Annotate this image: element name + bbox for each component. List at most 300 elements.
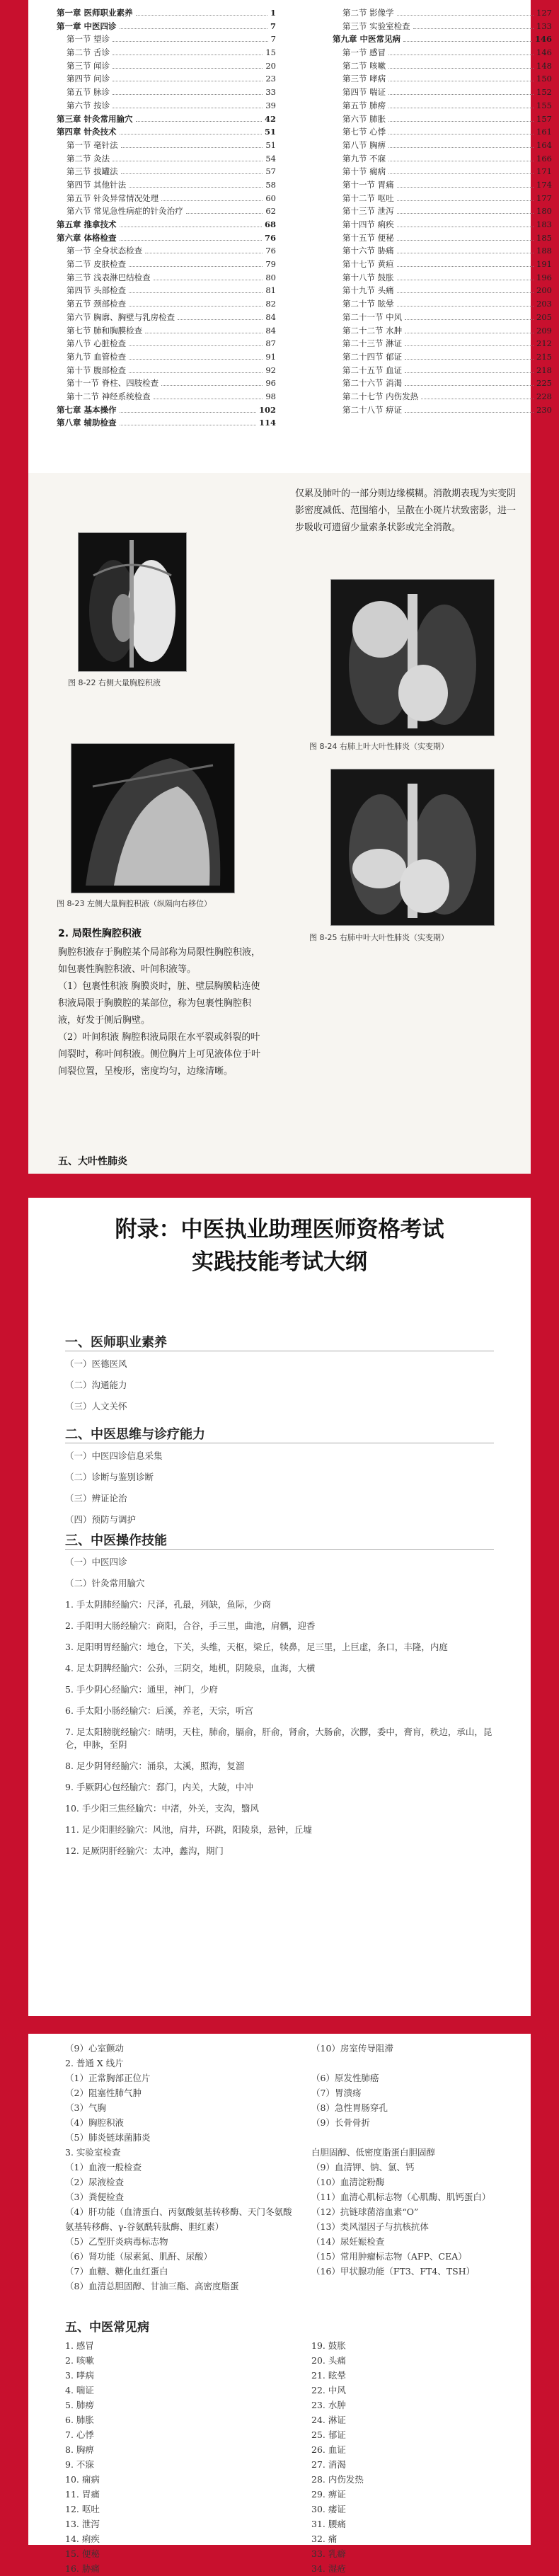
toc-leader-dots <box>136 15 267 16</box>
list-item: 19. 鼓胀 <box>311 2340 346 2351</box>
section-divider <box>65 1549 494 1550</box>
outline-item: 12. 足厥阴肝经腧穴：太冲，蠡沟，期门 <box>65 1845 224 1856</box>
toc-entry-label: 第四节 头部检查 <box>67 285 127 296</box>
list-item: 22. 中风 <box>311 2385 346 2395</box>
toc-entry-label: 第一节 毫针法 <box>67 139 118 150</box>
toc-leader-dots <box>121 147 263 148</box>
toc-entry-page: 177 <box>536 193 552 203</box>
toc-entry <box>57 166 276 179</box>
list-item: （6）原发性肺癌 <box>311 2073 379 2083</box>
toc-entry-label: 第一节 全身状态检查 <box>67 246 143 256</box>
outline-item: （一）中医四诊信息采集 <box>65 1450 163 1461</box>
list-item: 33. 乳癖 <box>311 2548 346 2559</box>
toc-entry-page: 96 <box>265 378 276 389</box>
toc-leader-dots <box>405 345 534 346</box>
toc-leader-dots <box>405 412 534 413</box>
toc-entry-label: 第三节 实验室检查 <box>342 21 410 31</box>
toc-entry-page: 191 <box>536 259 552 270</box>
toc-entry <box>333 232 552 246</box>
toc-entry <box>57 179 276 193</box>
toc-entry-page: 54 <box>265 153 276 164</box>
toc-entry <box>333 193 552 206</box>
toc-entry-label: 第四节 其他针法 <box>67 179 127 190</box>
toc-entry-label: 第二节 舌诊 <box>67 47 110 58</box>
toc-leader-dots <box>405 372 534 373</box>
toc-entry-label: 第二节 影像学 <box>342 8 394 18</box>
toc-entry-label: 第七节 心悸 <box>342 127 386 137</box>
toc-entry <box>57 325 276 338</box>
toc-leader-dots <box>397 240 534 241</box>
list-item: 2. 普通 X 线片 <box>65 2058 124 2068</box>
list-item: 3. 实验室检查 <box>65 2147 121 2158</box>
xray-image-pleural-effusion <box>78 532 187 672</box>
paragraph <box>58 944 263 1080</box>
toc-entry <box>333 47 552 60</box>
toc-entry-page: 7 <box>270 21 276 31</box>
toc-entry-page: 183 <box>536 219 552 229</box>
toc-leader-dots <box>405 385 534 386</box>
toc-entry-page: 92 <box>265 365 276 375</box>
toc-entry <box>333 311 552 325</box>
toc-entry-page: 157 <box>536 113 552 124</box>
toc-entry <box>57 219 276 232</box>
toc-entry-label: 第三节 拔罐法 <box>67 166 118 177</box>
toc-entry-page: 164 <box>536 139 552 150</box>
toc-entry-page: 218 <box>536 365 552 375</box>
list-item: 28. 内伤发热 <box>311 2474 364 2485</box>
toc-entry <box>333 100 552 113</box>
outline-item: 8. 足少阴肾经腧穴：涌泉，太溪，照海，复溜 <box>65 1761 245 1771</box>
list-column-left <box>65 2041 299 2294</box>
toc-entry <box>333 21 552 34</box>
toc-entry-page: 33 <box>265 87 276 98</box>
outline-item: （二）沟通能力 <box>65 1380 127 1390</box>
list-item: 白胆固醇、低密度脂蛋白胆固醇 <box>311 2147 436 2158</box>
section-title: 一、医师职业素养 <box>65 1335 167 1350</box>
toc-entry-label: 第九节 血管检查 <box>67 351 127 362</box>
list-item: （3）气胸 <box>65 2102 106 2113</box>
list-item: （2）尿液检查 <box>65 2177 124 2187</box>
toc-entry-page: 188 <box>536 246 552 256</box>
toc-leader-dots <box>113 68 263 69</box>
toc-entry <box>57 193 276 206</box>
toc-leader-dots <box>397 306 534 307</box>
toc-entry-label: 第十三节 泄泻 <box>342 206 394 217</box>
toc-entry <box>57 153 276 166</box>
paragraph-line: 胸腔积液存于胸腔某个局部称为局限性胸腔积液，如包裹性胸腔积液、叶间积液等。 <box>58 947 261 975</box>
toc-entry-page: 205 <box>536 311 552 322</box>
toc-entry-label: 第八节 心脏检查 <box>67 338 127 349</box>
list-item: （16）甲状腺功能（FT3、FT4、TSH） <box>311 2266 476 2277</box>
list-item: 29. 痹证 <box>311 2489 346 2500</box>
toc-entry <box>57 258 276 272</box>
toc-leader-dots <box>405 319 534 320</box>
toc-entry <box>57 47 276 60</box>
toc-entry <box>333 298 552 311</box>
toc-leader-dots <box>388 173 534 174</box>
disease-list-left <box>65 2338 277 2576</box>
toc-leader-dots <box>397 266 534 267</box>
toc-entry <box>333 219 552 232</box>
list-item: 5. 肺痨 <box>65 2400 94 2410</box>
section-heading: 2. 局限性胸腔积液 <box>58 928 142 939</box>
toc-leader-dots <box>388 68 534 69</box>
toc-entry-label: 第二十一节 中风 <box>342 311 403 322</box>
toc-leader-dots <box>161 385 263 386</box>
list-item: 10. 痫病 <box>65 2474 100 2485</box>
toc-entry-page: 166 <box>536 153 552 164</box>
toc-leader-dots <box>129 306 263 307</box>
list-item: 4. 喘证 <box>65 2385 94 2395</box>
toc-entry-label: 第六章 体格检查 <box>57 232 117 243</box>
toc-leader-dots <box>403 41 532 42</box>
paragraph-line: （2）叶间积液 胸腔积液局限在水平裂或斜裂的叶间裂时，称叶间积液。侧位胸片上可见液体位于叶间裂位置，呈梭形，密度均匀，边缘清晰。 <box>58 1032 261 1077</box>
list-item: 23. 水肿 <box>311 2400 346 2410</box>
toc-entry-label: 第二十八节 痹证 <box>342 404 403 415</box>
toc-entry-page: 133 <box>536 21 552 31</box>
toc-entry <box>333 325 552 338</box>
toc-entry <box>57 365 276 378</box>
toc-entry <box>333 377 552 391</box>
toc-entry-page: 230 <box>536 404 552 415</box>
toc-entry-label: 第十一节 脊柱、四肢检查 <box>67 378 159 389</box>
toc-entry <box>333 272 552 285</box>
list-item: （12）抗链球菌溶血素“O” <box>311 2206 419 2217</box>
outline-item: （二）诊断与鉴别诊断 <box>65 1472 154 1482</box>
toc-entry-page: 58 <box>265 179 276 190</box>
list-item <box>311 2056 524 2071</box>
toc-leader-dots <box>388 121 534 122</box>
toc-column-right <box>333 7 552 417</box>
list-item: 6. 肺胀 <box>65 2415 94 2425</box>
toc-entry-label: 第八章 辅助检查 <box>57 418 117 428</box>
toc-entry-label: 第二十节 眩晕 <box>342 299 394 309</box>
toc-entry-page: 161 <box>536 127 552 137</box>
list-item: （9）血清钾、钠、氯、钙 <box>311 2162 415 2173</box>
toc-entry-label: 第十节 腹部检查 <box>67 365 127 375</box>
xray-figure <box>71 744 234 893</box>
toc-entry-label: 第五节 颈部检查 <box>67 299 127 309</box>
list-item: 16. 胁痛 <box>65 2563 100 2574</box>
toc-entry <box>57 232 276 246</box>
toc-leader-dots <box>113 41 268 42</box>
toc-entry <box>57 311 276 325</box>
toc-entry-label: 第十五节 便秘 <box>342 232 394 243</box>
list-item: 32. 痛 <box>311 2534 338 2544</box>
outline-item: 9. 手厥阴心包经腧穴：郄门，内关，大陵，中冲 <box>65 1782 253 1792</box>
toc-entry <box>57 285 276 298</box>
list-item: （10）血清淀粉酶 <box>311 2177 385 2187</box>
toc-entry <box>57 245 276 258</box>
toc-entry-label: 第二十四节 郁证 <box>342 351 403 362</box>
toc-entry <box>57 417 276 430</box>
list-item: 15. 便秘 <box>65 2548 100 2559</box>
list-item: 26. 血证 <box>311 2444 346 2455</box>
toc-entry-page: 146 <box>536 47 552 58</box>
toc-entry-label: 第五章 推拿技术 <box>57 219 117 229</box>
toc-entry-label: 第十六节 胁痛 <box>342 246 394 256</box>
toc-leader-dots <box>113 94 263 95</box>
toc-entry <box>333 113 552 127</box>
toc-entry-page: 91 <box>265 351 276 362</box>
toc-entry-page: 127 <box>536 8 552 18</box>
section-title: 三、中医操作技能 <box>65 1533 167 1548</box>
toc-entry <box>57 404 276 418</box>
toc-entry <box>333 60 552 74</box>
list-item: （2）阻塞性肺气肿 <box>65 2088 142 2098</box>
toc-entry-label: 第六节 肺胀 <box>342 113 386 124</box>
toc-entry-label: 第二十三节 淋证 <box>342 338 403 349</box>
toc-entry <box>333 179 552 193</box>
outline-item: 7. 足太阳膀胱经腧穴：睛明，天柱，肺俞，膈俞，肝俞，肾俞，大肠俞，次髎，委中，膏肓，秩边，承山，昆仑，申脉，至阴 <box>65 1727 492 1750</box>
list-item: 25. 郁证 <box>311 2429 346 2440</box>
toc-entry <box>333 285 552 298</box>
toc-entry-page: 15 <box>265 47 276 58</box>
toc-entry-label: 第六节 胸廓、胸壁与乳房检查 <box>67 311 175 322</box>
toc-entry <box>333 391 552 404</box>
toc-entry-page: 68 <box>264 219 276 229</box>
toc-entry-page: 148 <box>536 60 552 71</box>
toc-entry-page: 185 <box>536 232 552 243</box>
toc-entry-page: 171 <box>536 166 552 177</box>
toc-entry-page: 180 <box>536 206 552 217</box>
toc-entry-page: 152 <box>536 87 552 98</box>
toc-leader-dots <box>397 187 534 188</box>
toc-leader-dots <box>388 94 534 95</box>
outline-continued-page <box>28 2034 531 2574</box>
outline-item: 6. 手太阳小肠经腧穴：后溪，养老，天宗，听宫 <box>65 1705 253 1716</box>
toc-entry <box>333 33 552 47</box>
toc-entry <box>333 139 552 153</box>
list-item: （5）乙型肝炎病毒标志物 <box>65 2236 168 2247</box>
toc-entry <box>57 338 276 351</box>
toc-entry <box>333 258 552 272</box>
toc-page <box>28 0 552 539</box>
toc-entry-label: 第五节 肺痨 <box>342 100 386 110</box>
toc-entry-page: 79 <box>265 259 276 270</box>
list-item: 7. 心悸 <box>65 2429 94 2440</box>
toc-entry-label: 第三节 浅表淋巴结检查 <box>67 272 151 282</box>
toc-column-left <box>57 7 276 430</box>
toc-entry-label: 第四节 喘证 <box>342 87 386 98</box>
toc-leader-dots <box>120 28 267 29</box>
list-item: 13. 泄泻 <box>65 2519 100 2529</box>
book-spread <box>28 473 531 1174</box>
outline-item: （三）人文关怀 <box>65 1401 127 1412</box>
toc-leader-dots <box>405 359 534 360</box>
toc-leader-dots <box>397 15 534 16</box>
toc-entry-page: 80 <box>265 272 276 282</box>
toc-entry-label: 第十二节 神经系统检查 <box>67 391 151 401</box>
outline-item: 5. 手少阴心经腧穴：通里，神门，少府 <box>65 1684 218 1695</box>
xray-image-middle-lobe <box>330 769 495 926</box>
toc-entry-page: 114 <box>258 418 276 428</box>
list-item: 12. 呕吐 <box>65 2504 100 2514</box>
outline-item: 1. 手太阴肺经腧穴：尺泽，孔最，列缺，鱼际，少商 <box>65 1599 271 1610</box>
toc-entry-label: 第十九节 头痛 <box>342 285 394 296</box>
toc-entry-label: 第十七节 黄疸 <box>342 259 394 270</box>
list-item: 11. 胃痛 <box>65 2489 100 2500</box>
toc-entry <box>57 126 276 139</box>
toc-entry <box>333 245 552 258</box>
toc-entry-label: 第六节 常见急性病症的针灸治疗 <box>67 206 183 217</box>
list-item: （7）胃溃疡 <box>311 2088 362 2098</box>
list-item: （8）血清总胆固醇、甘油三酯、高密度脂蛋 <box>65 2281 239 2291</box>
list-item: 9. 不寐 <box>65 2459 94 2470</box>
toc-entry <box>333 166 552 179</box>
outline-item: （一）医德医风 <box>65 1358 127 1369</box>
section-heading: 五、大叶性肺炎 <box>58 1156 127 1167</box>
toc-entry-page: 51 <box>264 127 276 137</box>
toc-leader-dots <box>397 292 534 293</box>
outline-item: （三）辨证论治 <box>65 1493 127 1504</box>
list-item: （1）正常胸部正位片 <box>65 2073 151 2083</box>
xray-figure <box>79 533 186 671</box>
toc-entry-label: 第八节 胸痹 <box>342 139 386 150</box>
list-item: （11）血清心肌标志物（心肌酶、肌钙蛋白） <box>311 2192 491 2202</box>
toc-leader-dots <box>136 121 262 122</box>
figure-caption: 图 8-25 右肺中叶大叶性肺炎（实变期） <box>309 933 449 942</box>
toc-entry-label: 第一节 望诊 <box>67 34 110 45</box>
toc-entry-page: 200 <box>536 285 552 296</box>
toc-entry-page: 7 <box>270 34 276 45</box>
list-item: 2. 咳嗽 <box>65 2355 94 2366</box>
disease-list-right <box>311 2338 524 2576</box>
toc-entry <box>333 338 552 351</box>
toc-entry-label: 第二十二节 水肿 <box>342 325 403 336</box>
toc-entry-label: 第二节 咳嗽 <box>342 60 386 71</box>
list-item: （13）类风湿因子与抗核抗体 <box>311 2221 429 2232</box>
list-item: 3. 哮病 <box>65 2370 94 2381</box>
toc-entry <box>57 113 276 127</box>
toc-entry <box>333 7 552 21</box>
toc-entry <box>57 377 276 391</box>
toc-entry <box>333 86 552 100</box>
toc-entry-label: 第七节 肺和胸膜检查 <box>67 325 143 336</box>
list-item: （6）肾功能（尿素氮、肌酐、尿酸） <box>65 2251 212 2262</box>
toc-entry-page: 23 <box>265 74 276 84</box>
section-title: 二、中医思维与诊疗能力 <box>65 1427 205 1442</box>
list-item: （3）粪便检查 <box>65 2192 124 2202</box>
list-item: （10）房室传导阻滞 <box>311 2043 393 2054</box>
toc-leader-dots <box>178 319 263 320</box>
toc-entry-page: 212 <box>536 338 552 349</box>
toc-entry-page: 76 <box>264 232 276 243</box>
toc-entry <box>57 298 276 311</box>
toc-entry <box>57 7 276 21</box>
toc-entry-page: 98 <box>265 391 276 401</box>
toc-entry-label: 第五节 脉诊 <box>67 87 110 98</box>
toc-leader-dots <box>129 266 263 267</box>
list-item: （15）常用肿瘤标志物（AFP、CEA） <box>311 2251 467 2262</box>
list-item: （4）肝功能（血清蛋白、丙氨酸氨基转移酶、天门冬氨酸氨基转移酶、γ-谷氨酰转肽酶、胆红素） <box>65 2206 292 2232</box>
list-item: 14. 痢疾 <box>65 2534 100 2544</box>
toc-entry-page: 20 <box>265 60 276 71</box>
outline-item: （四）预防与调护 <box>65 1514 137 1525</box>
toc-entry-page: 39 <box>265 100 276 110</box>
section-title: 五、中医常见病 <box>65 2320 149 2335</box>
section-items <box>65 1358 494 1421</box>
toc-entry-page: 150 <box>536 74 552 84</box>
toc-leader-dots <box>129 187 263 188</box>
list-item: 8. 胸痹 <box>65 2444 94 2455</box>
toc-entry-page: 76 <box>265 246 276 256</box>
right-page <box>280 473 531 1174</box>
toc-entry <box>333 351 552 365</box>
toc-leader-dots <box>129 359 263 360</box>
toc-entry <box>57 205 276 219</box>
toc-entry <box>57 60 276 74</box>
list-item: 1. 感冒 <box>65 2340 94 2351</box>
toc-entry <box>57 33 276 47</box>
figure-caption: 图 8-23 左侧大量胸腔积液（纵隔向右移位） <box>57 899 212 908</box>
toc-entry <box>57 21 276 34</box>
toc-entry-page: 203 <box>536 299 552 309</box>
list-item: （9）心室颤动 <box>65 2043 124 2054</box>
toc-leader-dots <box>120 412 256 413</box>
list-item: （7）血糖、糖化血红蛋白 <box>65 2266 168 2277</box>
toc-entry-label: 第十四节 痢疾 <box>342 219 394 229</box>
xray-image-lateral <box>71 743 235 893</box>
list-item: 31. 腰痛 <box>311 2519 346 2529</box>
toc-entry-page: 102 <box>258 404 276 415</box>
toc-entry-page: 81 <box>265 285 276 296</box>
list-item: 34. 湿疮 <box>311 2563 346 2574</box>
toc-entry-page: 60 <box>265 193 276 203</box>
list-item: （1）血液一般检查 <box>65 2162 142 2173</box>
toc-entry-page: 215 <box>536 351 552 362</box>
toc-leader-dots <box>129 292 263 293</box>
toc-entry-page: 87 <box>265 338 276 349</box>
toc-entry-page: 51 <box>265 139 276 150</box>
list-item <box>311 2130 524 2145</box>
toc-entry-page: 84 <box>265 311 276 322</box>
figure-caption: 图 8-24 右肺上叶大叶性肺炎（实变期） <box>309 742 449 751</box>
toc-entry-page: 174 <box>536 179 552 190</box>
toc-entry-page: 84 <box>265 325 276 336</box>
outline-item: （一）中医四诊 <box>65 1557 127 1567</box>
toc-entry-label: 第三节 闻诊 <box>67 60 110 71</box>
list-item: （4）胸腔积液 <box>65 2117 124 2128</box>
list-column-right <box>311 2041 524 2279</box>
toc-entry-label: 第四章 针灸技术 <box>57 127 117 137</box>
document-title: 附录：中医执业助理医师资格考试 <box>115 1217 444 1242</box>
toc-leader-dots <box>397 213 534 214</box>
left-page <box>28 473 280 1174</box>
toc-entry <box>57 272 276 285</box>
toc-entry-page: 155 <box>536 100 552 110</box>
toc-entry-label: 第四节 问诊 <box>67 74 110 84</box>
xray-figure <box>331 769 494 925</box>
toc-entry-page: 209 <box>536 325 552 336</box>
toc-entry <box>333 365 552 378</box>
toc-entry-label: 第二十七节 内伤发热 <box>342 391 419 401</box>
toc-entry <box>333 126 552 139</box>
toc-entry <box>57 139 276 153</box>
toc-entry-label: 第十节 痫病 <box>342 166 386 177</box>
toc-entry <box>57 391 276 404</box>
toc-leader-dots <box>397 200 534 201</box>
toc-entry <box>57 73 276 86</box>
toc-entry-label: 第十二节 呕吐 <box>342 193 394 203</box>
outline-item: 10. 手少阳三焦经腧穴：中渚，外关，支沟，翳风 <box>65 1803 259 1814</box>
toc-entry-label: 第二节 皮肤检查 <box>67 259 127 270</box>
toc-entry-label: 第九章 中医常见病 <box>333 34 401 45</box>
toc-entry-label: 第一章 医师职业素养 <box>57 8 133 18</box>
toc-entry-page: 57 <box>265 166 276 177</box>
toc-entry-label: 第五节 针灸异常情况处理 <box>67 193 159 203</box>
outline-item: 11. 足少阳胆经腧穴：风池，肩井，环跳，阳陵泉，悬钟，丘墟 <box>65 1824 312 1835</box>
